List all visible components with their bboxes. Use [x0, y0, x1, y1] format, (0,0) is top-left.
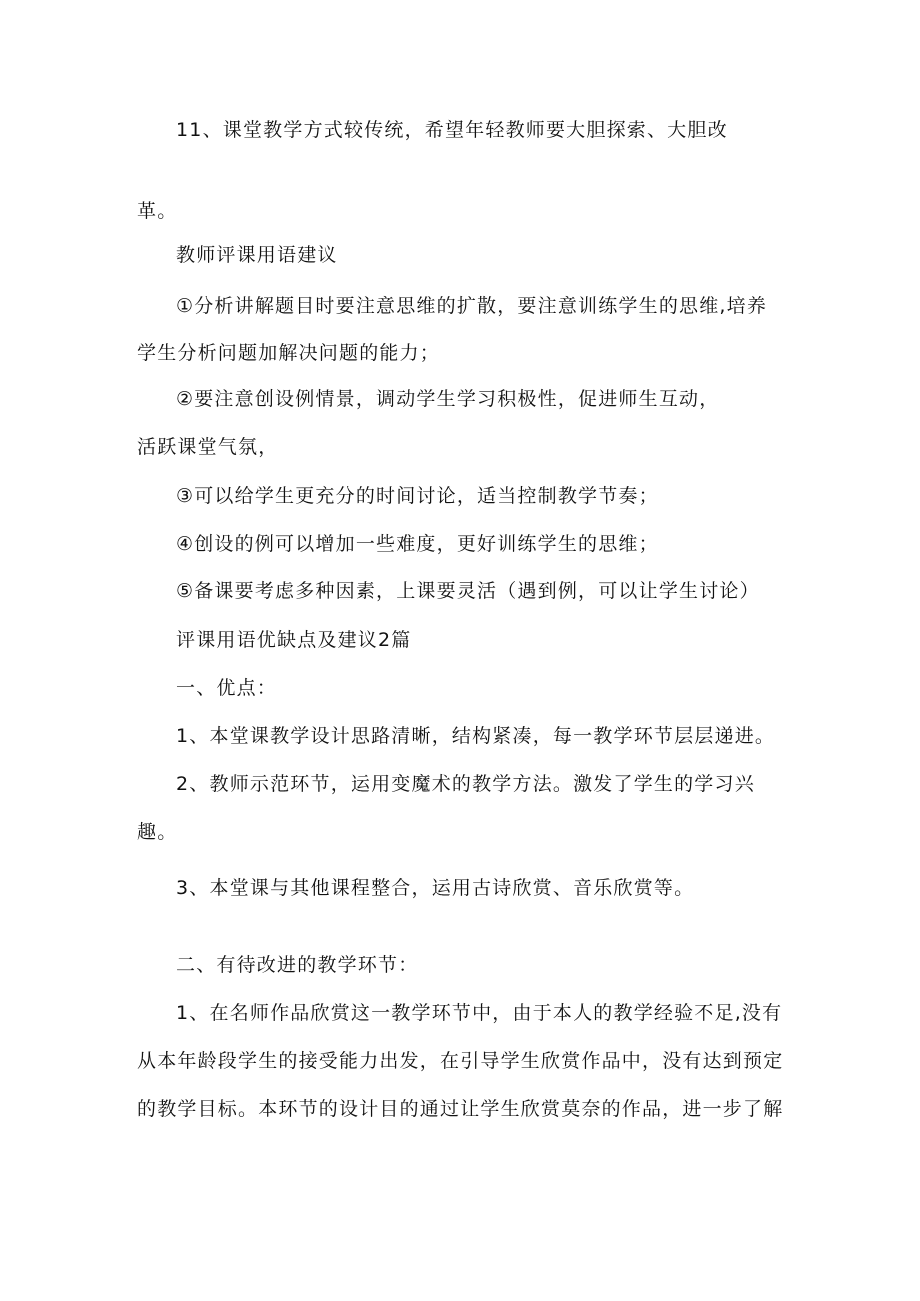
- suggestion-3: ③可以给学生更充分的时间讨论，适当控制教学节奏；: [176, 485, 659, 507]
- advantage-2-line-2: 趣。: [137, 821, 178, 843]
- improvement-1-line-3: 的教学目标。本环节的设计目的通过让学生欣赏莫奈的作品，进一步了解: [137, 1098, 784, 1120]
- advantage-2-line-1: 2、教师示范环节，运用变魔术的教学方法。激发了学生的学习兴: [176, 773, 755, 795]
- advantage-1: 1、本堂课教学设计思路清晰，结构紧凑，每一教学环节层层递进。: [176, 725, 776, 747]
- suggestion-2-line-2: 活跃课堂气氛，: [137, 436, 279, 458]
- suggestion-5: ⑤备课要考虑多种因素，上课要灵活（遇到例，可以让学生讨论）: [176, 580, 760, 602]
- paragraph-line-11-end: 革。: [137, 200, 178, 222]
- suggestion-4: ④创设的例可以增加一些难度，更好训练学生的思维；: [176, 533, 659, 555]
- section-heading-suggestions: 教师评课用语建议: [176, 244, 338, 266]
- suggestion-2-line-1: ②要注意创设例情景，调动学生学习积极性，促进师生互动，: [176, 388, 720, 410]
- subheading-advantages: 一、优点：: [176, 677, 278, 699]
- suggestion-1-line-1: ①分析讲解题目时要注意思维的扩散，要注意训练学生的思维,培养: [176, 295, 768, 317]
- paragraph-line-11-start: 11、课堂教学方式较传统，希望年轻教师要大胆探索、大胆改: [176, 119, 728, 141]
- subheading-improvements: 二、有待改进的教学环节：: [176, 954, 419, 976]
- improvement-1-line-1: 1、在名师作品欣赏这一教学环节中，由于本人的教学经验不足,没有: [176, 1002, 783, 1024]
- section-heading-pros-cons: 评课用语优缺点及建议2篇: [176, 629, 412, 651]
- suggestion-1-line-2: 学生分析问题加解决问题的能力；: [137, 342, 441, 364]
- improvement-1-line-2: 从本年龄段学生的接受能力出发，在引导学生欣赏作品中，没有达到预定: [137, 1050, 784, 1072]
- advantage-3: 3、本堂课与其他课程整合，运用古诗欣赏、音乐欣赏等。: [176, 877, 695, 899]
